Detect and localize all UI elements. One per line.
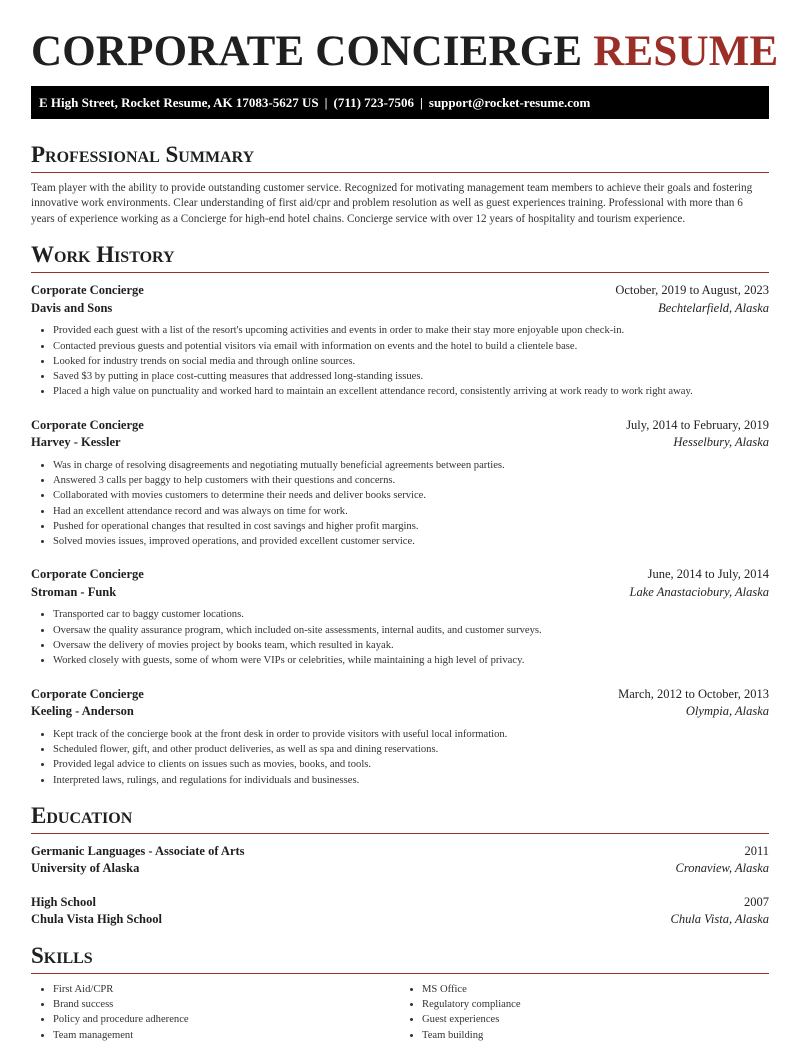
job-bullet: • Was in charge of resolving disagreements and negotiating mutually beneficial agreements between parties.: [53, 458, 769, 473]
job-location: Olympia, Alaska: [685, 704, 769, 719]
work-history-section: [31, 241, 769, 788]
job-dates: March, 2012 to October, 2013: [618, 686, 769, 701]
education-degree: High School: [31, 894, 96, 909]
job-bullet: • Collaborated with movies customers to determine their needs and deliver books service.: [53, 488, 769, 503]
job-company: Stroman - Funk: [31, 584, 117, 599]
job-bullet: • Scheduled flower, gift, and other product deliveries, as well as spa and dining reservations.: [53, 742, 769, 757]
skill-item: • Guest experiences: [422, 1012, 769, 1027]
education-school: Chula Vista High School: [31, 912, 162, 927]
job-dates: June, 2014 to July, 2014: [647, 567, 769, 582]
contact-bar: [31, 86, 769, 119]
contact-separator: |: [324, 95, 328, 110]
education-school: University of Alaska: [31, 861, 140, 876]
job-role: Corporate Concierge: [31, 686, 144, 701]
skills-section: [31, 942, 769, 1043]
job-bullet: • Placed a high value on punctuality and worked hard to maintain an excellent attendance record, consistently arriving at work ready to work right away.: [53, 384, 769, 399]
job-role: Corporate Concierge: [31, 567, 144, 582]
summary-heading: Professional Summary: [31, 141, 769, 173]
skills-heading: Skills: [31, 942, 769, 974]
education-entry: [31, 894, 769, 929]
job-role: Corporate Concierge: [31, 283, 144, 298]
skills-columns: [31, 982, 769, 1043]
job-subheader: [31, 300, 769, 318]
summary-section: [31, 141, 769, 227]
job-bullet: • Kept track of the concierge book at the front desk in order to provide visitors with useful local information.: [53, 727, 769, 742]
resume-page: [31, 0, 779, 1043]
education-year: 2007: [744, 894, 769, 909]
job-header: [31, 686, 769, 704]
job-location: Bechtelarfield, Alaska: [658, 300, 769, 315]
job-company: Harvey - Kessler: [31, 435, 121, 450]
skill-item: • MS Office: [422, 982, 769, 997]
job-subheader: [31, 584, 769, 602]
job-dates: October, 2019 to August, 2023: [615, 283, 769, 298]
job-bullets: [31, 458, 769, 550]
education-location: Cronaview, Alaska: [675, 861, 769, 876]
job-bullet: • Pushed for operational changes that resulted in cost savings and higher profit margins.: [53, 519, 769, 534]
job-bullets: [31, 323, 769, 399]
work-history-heading: Work History: [31, 241, 769, 273]
skill-item: • Brand success: [53, 997, 400, 1012]
title-accent: RESUME: [593, 28, 779, 75]
resume-title: [31, 28, 779, 76]
contact-address: E High Street, Rocket Resume, AK 17083-5627 US: [39, 95, 319, 110]
job-bullet: • Worked closely with guests, some of whom were VIPs or celebrities, while maintaining a high level of privacy.: [53, 653, 769, 668]
job-company: Keeling - Anderson: [31, 704, 134, 719]
job-dates: July, 2014 to February, 2019: [626, 417, 769, 432]
education-entry: [31, 843, 769, 878]
education-degree: Germanic Languages - Associate of Arts: [31, 843, 245, 858]
contact-phone: (711) 723-7506: [333, 95, 415, 110]
job-bullet: • Had an excellent attendance record and was always on time for work.: [53, 504, 769, 519]
job-bullet: • Interpreted laws, rulings, and regulations for individuals and businesses.: [53, 773, 769, 788]
job-bullet: • Contacted previous guests and potential visitors via email with information on events and the hotel to build a clientele base.: [53, 339, 769, 354]
skill-item: • Policy and procedure adherence: [53, 1012, 400, 1027]
education-location: Chula Vista, Alaska: [670, 912, 769, 927]
summary-text: Team player with the ability to provide outstanding customer service. Recognized for motivating management team members to achieve their goals and fostering innovative work environments. Clear understanding of first aid/cpr and problem resolution as well as guest experiences training. Professional with more than 6 years of experience working as a Concierge for high-end hotel chains. Concierge service with over 12 years of hospitality and tourism experience.: [31, 182, 753, 225]
skills-list-left: [31, 982, 400, 1043]
skill-item: • Team management: [53, 1028, 400, 1043]
job-bullet: • Oversaw the delivery of movies project by books team, which resulted in kayak.: [53, 638, 769, 653]
job-header: [31, 282, 769, 300]
title-main: CORPORATE CONCIERGE: [31, 28, 583, 75]
education-section: [31, 802, 769, 929]
skill-item: • Team building: [422, 1028, 769, 1043]
education-subheader: [31, 911, 769, 929]
job-subheader: [31, 434, 769, 452]
education-header: [31, 843, 769, 861]
job-location: Lake Anastaciobury, Alaska: [629, 584, 769, 599]
job-bullet: • Provided each guest with a list of the resort's upcoming activities and events in order to make their stay more enjoyable upon check-in.: [53, 323, 769, 338]
job-bullets: [31, 607, 769, 668]
job-role: Corporate Concierge: [31, 417, 144, 432]
job-bullet: • Answered 3 calls per baggy to help customers with their questions and concerns.: [53, 473, 769, 488]
job-entry: [31, 566, 769, 668]
contact-email[interactable]: support@rocket-resume.com: [428, 95, 591, 110]
education-year: 2011: [744, 843, 769, 858]
job-bullet: • Looked for industry trends on social media and through online sources.: [53, 354, 769, 369]
education-header: [31, 894, 769, 912]
job-entry: [31, 282, 769, 399]
education-subheader: [31, 860, 769, 878]
contact-separator: |: [420, 95, 423, 110]
skill-item: • First Aid/CPR: [53, 982, 400, 997]
education-heading: Education: [31, 802, 769, 834]
job-entry: [31, 686, 769, 788]
job-entry: [31, 417, 769, 550]
skill-item: • Regulatory compliance: [422, 997, 769, 1012]
job-bullet: • Oversaw the quality assurance program, which included on-site assessments, internal audits, and customer surveys.: [53, 623, 769, 638]
job-header: [31, 417, 769, 435]
job-bullet: • Provided legal advice to clients on issues such as movies, books, and tools.: [53, 757, 769, 772]
job-company: Davis and Sons: [31, 300, 113, 315]
job-bullet: • Saved $3 by putting in place cost-cutting measures that addressed long-standing issues.: [53, 369, 769, 384]
job-bullets: [31, 727, 769, 788]
job-location: Hesselbury, Alaska: [673, 435, 769, 450]
skills-list-right: [400, 982, 769, 1043]
job-bullet: • Transported car to baggy customer locations.: [53, 607, 769, 622]
job-subheader: [31, 703, 769, 721]
job-header: [31, 566, 769, 584]
job-bullet: • Solved movies issues, improved operations, and provided excellent customer service.: [53, 534, 769, 549]
